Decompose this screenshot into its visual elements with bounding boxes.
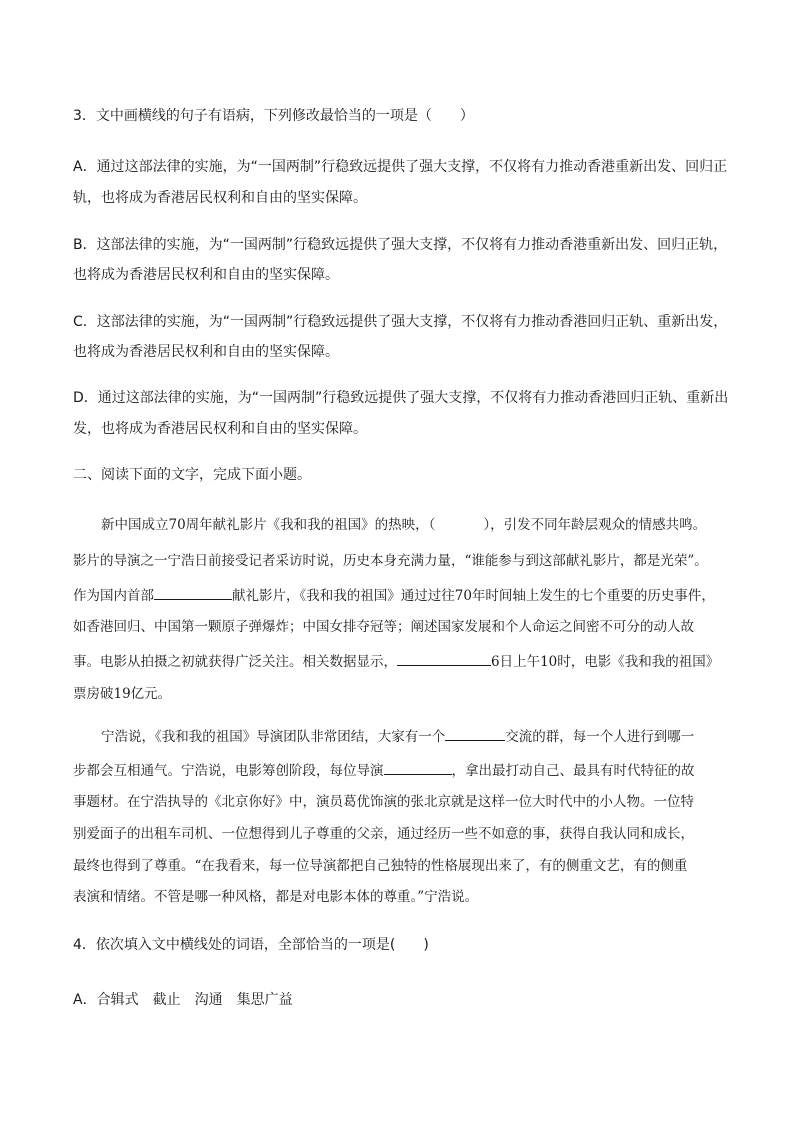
- passage-p1-line-6: 票房破19亿元。: [73, 686, 172, 702]
- option-c-line-1: C．这部法律的实施，为“一国两制”行稳致远提供了强大支撑，不仅将有力推动香港回归正轨、重新出发，: [73, 314, 728, 330]
- passage-text: 事。电影从拍摄之初就获得广泛关注。相关数据显示，: [73, 654, 397, 670]
- passage-p2-line-6: 表演和情绪。不管是哪一种风格，都是对电影本体的尊重。”宁浩说。: [73, 889, 479, 905]
- passage-text: 作为国内首部: [73, 588, 154, 604]
- option-d-line-2: 发，也将成为香港居民权利和自由的坚实保障。: [73, 421, 367, 437]
- passage-text: 步都会互相通气。宁浩说，电影筹创阶段，每位导演: [73, 763, 384, 779]
- option-b-line-2: 也将成为香港居民权利和自由的坚实保障。: [73, 267, 339, 283]
- passage-p2-line-3: 事题材。在宁浩执导的《北京你好》中，演员葛优饰演的张北京就是这样一位大时代中的小人物。一位特: [73, 794, 694, 810]
- passage-text: 献礼影片，《我和我的祖国》通过过往70年时间轴上发生的七个重要的历史事件，: [232, 588, 715, 604]
- question-4-option-a: A．合辑式 截止 沟通 集思广益: [73, 992, 293, 1008]
- option-c-line-2: 也将成为香港居民权利和自由的坚实保障。: [73, 344, 339, 360]
- question-3-stem: 3．文中画横线的句子有语病，下列修改最恰当的一项是（ ）: [73, 108, 474, 124]
- passage-text: ，拿出最打动自己、最具有时代特征的故: [451, 763, 695, 779]
- passage-text: 6日上午10时，电影《我和我的祖国》: [491, 654, 720, 670]
- option-b-line-1: B．这部法律的实施，为“一国两制”行稳致远提供了强大支撑，不仅将有力推动香港重新出发、回归正轨，: [73, 237, 728, 253]
- passage-p1-line-2: 影片的导演之一宁浩日前接受记者采访时说，历史本身充满力量，“谁能参与到这部献礼影片，都是光荣”。: [73, 553, 708, 569]
- passage-p1-line-4: 如香港回归、中国第一颗原子弹爆炸；中国女排夺冠等；阐述国家发展和个人命运之间密不可分的动人故: [73, 619, 694, 635]
- passage-p2-line-2: [73, 760, 695, 781]
- passage-text: 新中国成立70周年献礼影片《我和我的祖国》的热映，（: [101, 517, 436, 533]
- passage-text: ），引发不同年龄层观众的情感共鸣。: [483, 517, 707, 533]
- passage-text: 交流的群，每一个人进行到哪一: [505, 729, 695, 745]
- passage-p2-line-1: [101, 726, 694, 747]
- passage-p1-line-1: [101, 515, 706, 535]
- passage-p1-line-5: [73, 651, 719, 672]
- section-2-heading: 二、阅读下面的文字，完成下面小题。: [73, 467, 311, 483]
- passage-p2-line-5: 最终也得到了尊重。“在我看来，每一位导演都把自己独特的性格展现出来了，有的侧重文艺，有的侧重: [73, 858, 688, 874]
- option-a-line-1: A．通过这部法律的实施，为“一国两制”行稳致远提供了强大支撑，不仅将有力推动香港重新出发、回归正: [73, 159, 728, 175]
- fill-blank-2: [397, 651, 491, 666]
- option-a-line-2: 轨，也将成为香港居民权利和自由的坚实保障。: [73, 190, 367, 206]
- fill-blank-1: [154, 585, 232, 600]
- option-d-line-1: D．通过这部法律的实施，为“一国两制”行稳致远提供了强大支撑，不仅将有力推动香港回归正轨、重新出: [73, 390, 729, 406]
- fill-blank-4: [384, 760, 452, 775]
- passage-p2-line-4: 别爱面子的出租车司机、一位想得到儿子尊重的父亲，通过经历一些不如意的事，获得自我认同和成长，: [73, 826, 694, 842]
- fill-blank-3: [445, 726, 505, 741]
- passage-text: 宁浩说，《我和我的祖国》导演团队非常团结，大家有一个: [101, 729, 446, 745]
- passage-p1-line-3: [73, 585, 715, 606]
- question-4-stem: 4．依次填入文中横线处的词语，全部恰当的一项是( ): [73, 937, 429, 953]
